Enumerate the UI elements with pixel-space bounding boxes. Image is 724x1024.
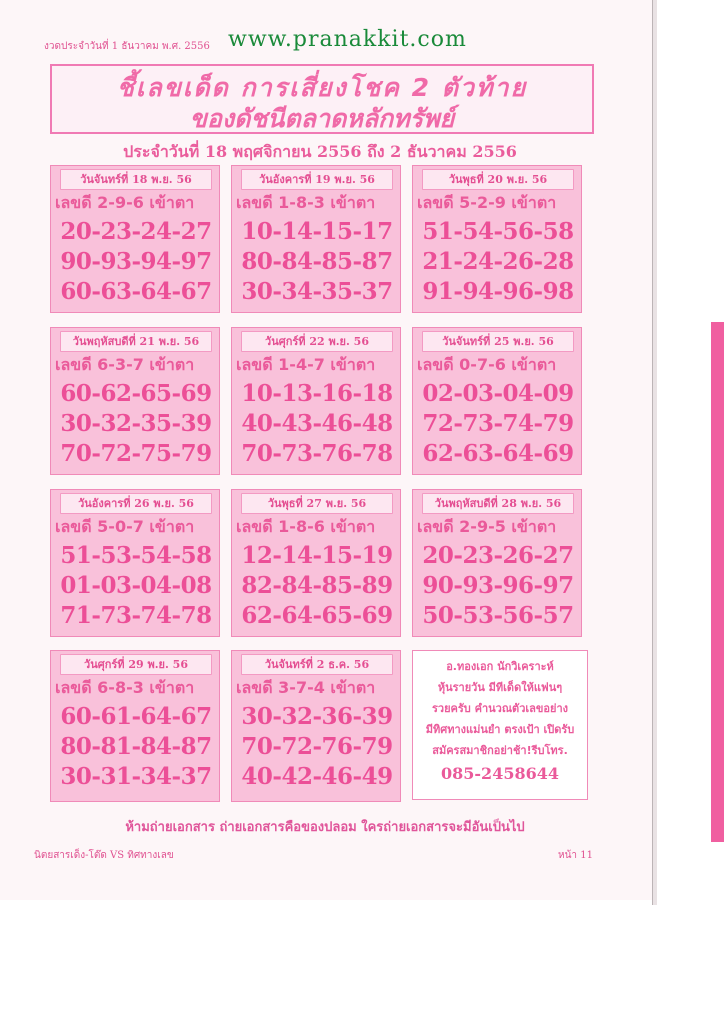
- card-number-row: 30-31-34-37: [60, 763, 212, 790]
- card-number-row: 62-63-64-69: [422, 440, 574, 467]
- card-number-row: 91-94-96-98: [422, 278, 574, 305]
- issue-date: งวดประจำวันที่ 1 ธันวาคม พ.ศ. 2556: [44, 41, 210, 52]
- card-number-row: 51-53-54-58: [60, 542, 212, 569]
- card-number-row: 01-03-04-08: [60, 572, 212, 599]
- card-number-row: 90-93-94-97: [60, 248, 212, 275]
- card-key-digits: เลขดี 2-9-6 เข้าตา: [55, 193, 195, 212]
- card-number-row: 60-61-64-67: [60, 703, 212, 730]
- card-number-row: 30-32-35-39: [60, 410, 212, 437]
- card-key-digits: เลขดี 1-8-3 เข้าตา: [236, 193, 376, 212]
- copy-warning: ห้ามถ่ายเอกสาร ถ่ายเอกสารคือของปลอม ใครถ่ายเอกสารจะมีอันเป็นไป: [125, 820, 525, 835]
- card-key-digits: เลขดี 6-3-7 เข้าตา: [55, 355, 195, 374]
- card-date: วันอังคารที่ 26 พ.ย. 56: [60, 493, 212, 514]
- card-key-digits: เลขดี 3-7-4 เข้าตา: [236, 678, 376, 697]
- day-card: [412, 489, 582, 637]
- card-key-digits: เลขดี 2-9-5 เข้าตา: [417, 517, 557, 536]
- day-card: [412, 327, 582, 475]
- date-range: ประจำวันที่ 18 พฤศจิกายน 2556 ถึง 2 ธันวาคม 2556: [123, 142, 517, 161]
- card-date: วันพุธที่ 20 พ.ย. 56: [422, 169, 574, 190]
- info-line: สมัครสมาชิกอย่าช้า!รีบโทร.: [432, 744, 568, 757]
- day-card: [231, 489, 401, 637]
- day-card: [50, 327, 220, 475]
- card-number-row: 80-81-84-87: [60, 733, 212, 760]
- title-line-2: ของดัชนีตลาดหลักทรัพย์: [189, 104, 455, 133]
- info-line: มีทิศทางแม่นยำ ตรงเป้า เปิดรับ: [425, 723, 575, 736]
- title-line-1: ชี้เลขเด็ด การเสี่ยงโชค 2 ตัวท้าย: [116, 73, 528, 102]
- card-date: วันศุกร์ที่ 29 พ.ย. 56: [60, 654, 212, 675]
- card-number-row: 30-34-35-37: [241, 278, 393, 305]
- site-watermark: www.pranakkit.com: [228, 27, 467, 52]
- card-number-row: 40-42-46-49: [241, 763, 393, 790]
- card-number-row: 21-24-26-28: [422, 248, 574, 275]
- card-key-digits: เลขดี 0-7-6 เข้าตา: [417, 355, 557, 374]
- card-number-row: 20-23-26-27: [422, 542, 574, 569]
- day-card: [50, 650, 220, 802]
- info-line: รวยครับ คำนวณตัวเลขอย่าง: [432, 702, 568, 715]
- card-key-digits: เลขดี 5-0-7 เข้าตา: [55, 517, 195, 536]
- day-card: [231, 165, 401, 313]
- day-card: [412, 165, 582, 313]
- card-number-row: 10-13-16-18: [241, 380, 393, 407]
- phone-number: 085-2458644: [441, 764, 559, 783]
- card-date: วันพฤหัสบดีที่ 28 พ.ย. 56: [422, 493, 574, 514]
- card-date: วันจันทร์ที่ 2 ธ.ค. 56: [241, 654, 393, 675]
- card-date: วันจันทร์ที่ 18 พ.ย. 56: [60, 169, 212, 190]
- card-number-row: 50-53-56-57: [422, 602, 574, 629]
- card-date: วันจันทร์ที่ 25 พ.ย. 56: [422, 331, 574, 352]
- card-number-row: 02-03-04-09: [422, 380, 574, 407]
- page-edge: [652, 0, 657, 905]
- card-date: วันพุธที่ 27 พ.ย. 56: [241, 493, 393, 514]
- card-number-row: 70-72-76-79: [241, 733, 393, 760]
- card-number-row: 10-14-15-17: [241, 218, 393, 245]
- card-number-row: 40-43-46-48: [241, 410, 393, 437]
- card-number-row: 80-84-85-87: [241, 248, 393, 275]
- card-key-digits: เลขดี 1-8-6 เข้าตา: [236, 517, 376, 536]
- analyst-info-box: [412, 650, 588, 800]
- card-number-row: 70-72-75-79: [60, 440, 212, 467]
- card-number-row: 60-63-64-67: [60, 278, 212, 305]
- card-number-row: 72-73-74-79: [422, 410, 574, 437]
- title-box: [50, 64, 594, 134]
- day-card: [50, 165, 220, 313]
- page-number: หน้า 11: [558, 850, 593, 861]
- card-number-row: 12-14-15-19: [241, 542, 393, 569]
- card-date: วันศุกร์ที่ 22 พ.ย. 56: [241, 331, 393, 352]
- day-card: [231, 650, 401, 802]
- card-number-row: 62-64-65-69: [241, 602, 393, 629]
- card-number-row: 60-62-65-69: [60, 380, 212, 407]
- magazine-name: นิตยสารเด็ง-โต๊ด VS ทิศทางเลข: [34, 850, 174, 861]
- card-number-row: 71-73-74-78: [60, 602, 212, 629]
- card-number-row: 51-54-56-58: [422, 218, 574, 245]
- card-number-row: 20-23-24-27: [60, 218, 212, 245]
- card-key-digits: เลขดี 5-2-9 เข้าตา: [417, 193, 557, 212]
- card-number-row: 30-32-36-39: [241, 703, 393, 730]
- info-line: อ.ทองเอก นักวิเคราะห์: [446, 660, 554, 673]
- day-card: [50, 489, 220, 637]
- card-key-digits: เลขดี 1-4-7 เข้าตา: [236, 355, 376, 374]
- next-page-edge: [711, 322, 724, 842]
- card-number-row: 70-73-76-78: [241, 440, 393, 467]
- info-line: หุ้นรายวัน มีทีเด็ดให้แฟนๆ: [437, 681, 563, 694]
- day-card: [231, 327, 401, 475]
- card-number-row: 90-93-96-97: [422, 572, 574, 599]
- card-date: วันอังคารที่ 19 พ.ย. 56: [241, 169, 393, 190]
- card-date: วันพฤหัสบดีที่ 21 พ.ย. 56: [60, 331, 212, 352]
- card-key-digits: เลขดี 6-8-3 เข้าตา: [55, 678, 195, 697]
- card-number-row: 82-84-85-89: [241, 572, 393, 599]
